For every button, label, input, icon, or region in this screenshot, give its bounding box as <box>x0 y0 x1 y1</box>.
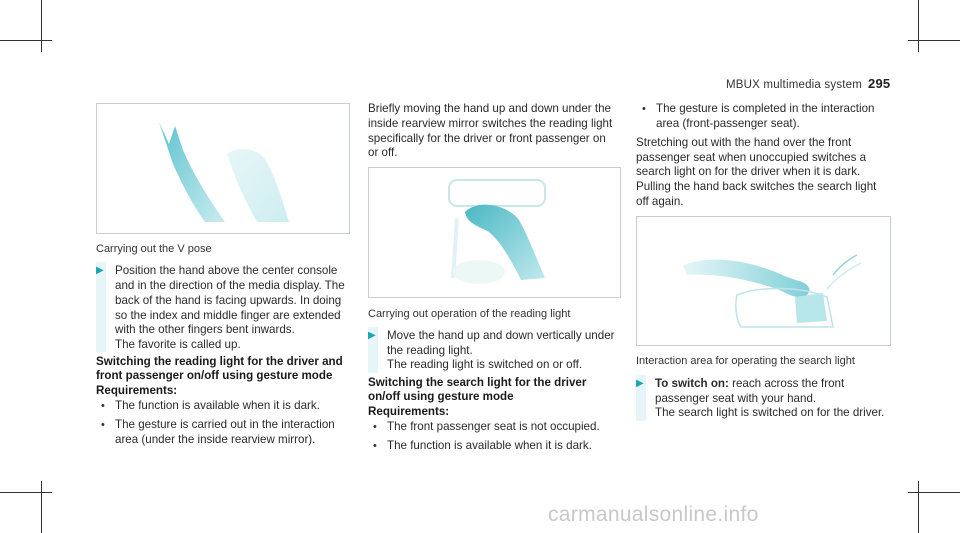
bullet-icon: • <box>101 400 105 412</box>
crop-mark <box>0 492 52 493</box>
hand-under-mirror-image <box>369 168 620 297</box>
bullet-text: The function is available when it is dark. <box>115 399 320 412</box>
crop-mark <box>908 40 960 41</box>
intro-line: Briefly moving the hand up and down under the <box>368 102 611 115</box>
figure-caption: Carrying out operation of the reading light <box>368 308 571 320</box>
page-number: 295 <box>868 76 891 91</box>
bullet-text: The function is available when it is dark. <box>387 439 592 452</box>
step-text-line: Move the hand up and down vertically under <box>387 329 615 342</box>
section-heading-line: on/off using gesture mode <box>368 390 514 403</box>
bullet-icon: • <box>101 419 105 431</box>
step-text-line: so the index and middle finger are extended <box>115 309 341 322</box>
bullet-icon: • <box>373 421 377 433</box>
bullet-icon: • <box>642 103 646 115</box>
paragraph-line: Stretching out with the hand over the front <box>636 136 852 149</box>
search-light-illustration <box>636 216 891 346</box>
step-text-line: the reading light. <box>387 344 473 357</box>
step-text-line: passenger seat with your hand. <box>655 392 817 405</box>
section-heading-line: Switching the search light for the driver <box>368 376 587 389</box>
requirements-label: Requirements: <box>368 405 450 418</box>
bullet-text: The gesture is completed in the interaction <box>656 102 875 115</box>
crop-mark <box>918 481 919 533</box>
section-heading-line: front passenger on/off using gesture mode <box>96 369 333 382</box>
step-text-line: with the other fingers bent inwards. <box>115 323 295 336</box>
step-text: reach across the front <box>732 377 845 390</box>
bullet-icon: • <box>373 440 377 452</box>
step-text-line: Position the hand above the center console <box>115 264 338 277</box>
step-arrow-icon: ▶ <box>96 265 104 276</box>
bullet-text: area (under the inside rearview mirror). <box>115 433 316 446</box>
section-heading-line: Switching the reading light for the driver and <box>96 355 343 368</box>
crop-mark <box>908 492 960 493</box>
watermark: carmanualsonline.info <box>548 503 759 526</box>
figure-caption: Carrying out the V pose <box>96 243 212 255</box>
paragraph-line: Pulling the hand back switches the search light <box>636 180 877 193</box>
page-header <box>726 76 890 91</box>
step-arrow-icon: ▶ <box>636 378 644 389</box>
hand-v-pose-image <box>97 104 349 233</box>
step-label: To switch on: <box>655 377 729 390</box>
v-pose-illustration <box>96 103 350 234</box>
hand-over-seat-image <box>637 217 890 345</box>
paragraph-line: passenger seat when unoccupied switches a <box>636 151 867 164</box>
step-text-line <box>655 377 844 392</box>
step-arrow-icon: ▶ <box>368 330 376 341</box>
paragraph-line: search light on for the driver when it is dark. <box>636 165 861 178</box>
intro-line: or off. <box>368 146 398 159</box>
crop-mark <box>0 40 52 41</box>
bullet-text: The front passenger seat is not occupied. <box>387 420 600 433</box>
step-text-line: and in the direction of the media display. The <box>115 279 345 292</box>
requirements-label: Requirements: <box>96 384 178 397</box>
reading-light-illustration <box>368 167 621 298</box>
step-text-line: The reading light is switched on or off. <box>387 358 583 371</box>
figure-caption: Interaction area for operating the search light <box>636 355 855 367</box>
intro-line: specifically for the driver or front passenger on <box>368 132 606 145</box>
crop-mark <box>918 0 919 52</box>
step-text-line: back of the hand is facing upwards. In doing <box>115 294 342 307</box>
paragraph-line: off again. <box>636 195 684 208</box>
crop-mark <box>41 481 42 533</box>
bullet-text: area (front-passenger seat). <box>656 117 800 130</box>
section-title: MBUX multimedia system <box>726 79 863 91</box>
crop-mark <box>41 0 42 52</box>
intro-line: inside rearview mirror switches the reading light <box>368 117 613 130</box>
step-text-line: The favorite is called up. <box>115 338 241 351</box>
bullet-text: The gesture is carried out in the interaction <box>115 418 335 431</box>
step-text-line: The search light is switched on for the driver. <box>655 406 885 419</box>
